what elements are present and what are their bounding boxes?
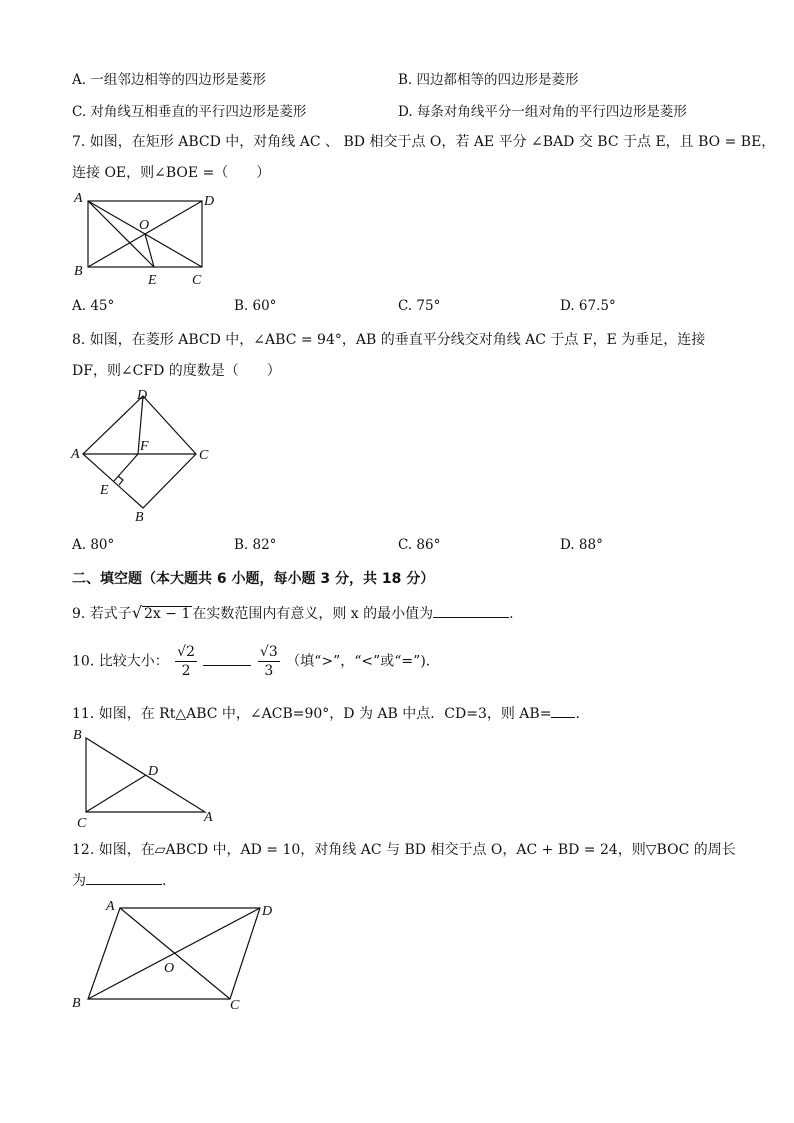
q12-label-d: D — [262, 904, 273, 919]
q12-line2-prefix: 为 — [72, 873, 86, 889]
q7-option-a: A. 45° — [72, 298, 115, 314]
q7-label-c: C — [192, 273, 202, 288]
q11-end: . — [575, 706, 580, 722]
q12-label-o: O — [164, 961, 175, 976]
q12-stem-line1: 12. 如图，在▱ABCD 中，AD = 10，对角线 AC 与 BD 相交于点 O，AC + BD = 24，则▽BOC 的周长 — [72, 842, 736, 858]
q10-prefix: 10. 比较大小： — [72, 653, 169, 670]
q10-answer-blank[interactable] — [203, 651, 251, 666]
q6-option-a: A. 一组邻边相等的四边形是菱形 — [72, 72, 266, 88]
q10-suffix: （填“>”，“<”或“=”). — [286, 653, 431, 670]
q12-stem-line2 — [72, 870, 166, 890]
q11-text: 11. 如图，在 Rt△ABC 中，∠ACB=90°，D 为 AB 中点．CD=3，则 AB= — [72, 706, 552, 722]
q8-option-a: A. 80° — [72, 537, 115, 553]
q7-stem-line2: 连接 OE，则∠BOE =（ ） — [72, 165, 271, 181]
q10-fraction-2 — [258, 643, 280, 680]
q10-stem — [72, 643, 430, 680]
q10-fraction-1 — [175, 643, 197, 680]
q11-median-cd — [86, 775, 146, 812]
q10-frac2-denominator: 3 — [264, 663, 274, 679]
q12-label-a: A — [106, 899, 115, 914]
q8-label-c: C — [199, 448, 209, 463]
q7-option-b: B. 60° — [234, 298, 277, 314]
q8-option-b: B. 82° — [234, 537, 277, 553]
q11-label-c: C — [77, 816, 87, 831]
q9-stem — [72, 603, 514, 623]
q7-label-e: E — [148, 273, 157, 288]
q12-line2-end: . — [162, 873, 167, 889]
q8-label-a: A — [71, 447, 80, 462]
q10-frac1-denominator: 2 — [181, 663, 191, 679]
q10-frac2-numerator: √3 — [259, 644, 278, 660]
q8-stem-line1: 8. 如图，在菱形 ABCD 中，∠ABC = 94°，AB 的垂直平分线交对角线 AC 于点 F，E 为垂足，连接 — [72, 332, 706, 348]
q6-option-b: B. 四边都相等的四边形是菱形 — [398, 72, 579, 88]
q7-label-b: B — [74, 264, 83, 279]
q11-label-a: A — [204, 810, 213, 825]
q8-rhombus-figure — [70, 384, 220, 526]
q12-answer-blank[interactable] — [86, 870, 162, 885]
q11-stem — [72, 703, 580, 723]
q7-rectangle-figure — [70, 185, 230, 290]
q11-triangle-figure — [70, 724, 230, 832]
q8-label-b: B — [135, 510, 144, 525]
q8-label-e: E — [100, 483, 109, 498]
q12-label-c: C — [230, 998, 240, 1013]
q12-parallelogram-figure — [68, 896, 288, 1014]
q8-option-c: C. 86° — [398, 537, 441, 553]
q7-stem-line1: 7. 如图，在矩形 ABCD 中，对角线 AC 、 BD 相交于点 O，若 AE 平分 ∠BAD 交 BC 于点 E，且 BO = BE， — [72, 134, 776, 150]
q9-suffix: 在实数范围内有意义，则 x 的最小值为 — [192, 606, 434, 622]
q7-label-a: A — [74, 191, 83, 206]
q8-segment-fe — [114, 454, 138, 481]
q8-label-f: F — [140, 439, 149, 454]
q11-answer-blank[interactable] — [551, 703, 575, 718]
q7-label-d: D — [204, 194, 215, 209]
q8-option-d: D. 88° — [560, 537, 603, 553]
q6-option-d: D. 每条对角线平分一组对角的平行四边形是菱形 — [398, 104, 687, 120]
q11-label-d: D — [148, 764, 159, 779]
q7-option-d: D. 67.5° — [560, 298, 616, 314]
sqrt-sign: √ — [131, 603, 143, 622]
q11-label-b: B — [73, 728, 82, 743]
section-heading-fill-in: 二、填空题（本大题共 6 小题，每小题 3 分，共 18 分） — [72, 571, 435, 587]
q12-label-b: B — [72, 996, 81, 1011]
q9-end: . — [509, 606, 514, 622]
q8-stem-line2: DF，则∠CFD 的度数是（ ） — [72, 363, 281, 379]
q7-option-c: C. 75° — [398, 298, 441, 314]
q9-prefix: 9. 若式子 — [72, 606, 132, 622]
q10-frac1-numerator: √2 — [177, 644, 195, 660]
q9-answer-blank[interactable] — [433, 603, 509, 618]
q6-option-c: C. 对角线互相垂直的平行四边形是菱形 — [72, 104, 307, 120]
q9-radicand: 2x − 1 — [144, 606, 191, 622]
q8-label-d: D — [137, 388, 148, 403]
q8-right-angle-mark — [118, 476, 123, 485]
q7-label-o: O — [139, 218, 150, 233]
